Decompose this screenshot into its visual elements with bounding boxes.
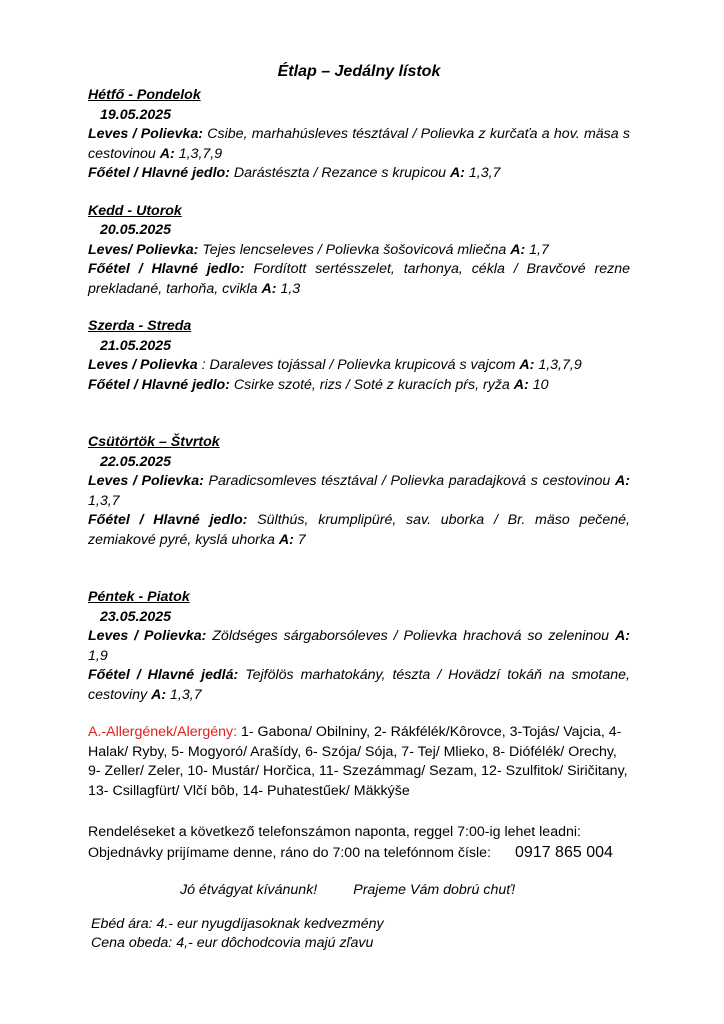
soup-text: Csibe, marhahúsleves tésztával / Polievka z kurčaťa a hov. mäsa s cestovinou bbox=[88, 126, 630, 162]
main-allergens: 1,3,7 bbox=[468, 165, 501, 181]
soup-allergen-label: A: bbox=[615, 473, 630, 489]
soup-label: Leves / Polievka: bbox=[88, 126, 203, 142]
day-name: Szerda - Streda bbox=[88, 318, 192, 334]
main-allergen-label: A: bbox=[151, 686, 167, 703]
day-date: 19.05.2025 bbox=[100, 106, 172, 123]
days-list bbox=[88, 86, 630, 705]
day-date: 23.05.2025 bbox=[100, 608, 172, 625]
day-block bbox=[88, 86, 630, 184]
day-date: 20.05.2025 bbox=[100, 222, 172, 238]
main-allergens: 7 bbox=[297, 531, 306, 548]
wish-hu: Jó étvágyat kívánunk! bbox=[180, 882, 318, 898]
wishes-line bbox=[88, 881, 630, 901]
main-label: Főétel / Hlavné jedlo: bbox=[88, 512, 248, 528]
phone-number: 0917 865 004 bbox=[515, 843, 613, 861]
order-line-sk-text: Objednávky prijímame denne, ráno do 7:00 na telefónnom čísle: bbox=[88, 844, 492, 861]
soup-label: Leves / Polievka: bbox=[88, 473, 204, 489]
main-allergens: 1,3,7 bbox=[170, 686, 202, 703]
main-allergens: 10 bbox=[532, 376, 549, 393]
soup-line bbox=[88, 125, 630, 164]
day-date: 21.05.2025 bbox=[100, 337, 172, 354]
main-line bbox=[88, 666, 630, 705]
soup-allergens: 1,7 bbox=[529, 241, 549, 258]
soup-text: Paradicsomleves tésztával / Polievka paradajková s cestovinou bbox=[208, 473, 611, 489]
soup-label: Leves / Polievka: bbox=[88, 628, 207, 644]
main-label: Főétel / Hlavné jedlo: bbox=[88, 261, 245, 277]
main-text: Fordított sertésszelet, tarhonya, cékla / Bravčové rezne prekladané, tarhoňa, cvikla bbox=[88, 261, 630, 297]
order-line-sk bbox=[88, 843, 630, 864]
main-text: Tejfölös marhatokány, tészta / Hovädzí tokáň na smotane, cestoviny bbox=[88, 667, 630, 703]
soup-allergens: 1,3,7,9 bbox=[178, 145, 223, 162]
menu-document bbox=[88, 62, 630, 954]
soup-allergens: 1,9 bbox=[88, 647, 108, 664]
soup-allergen-label: A: bbox=[159, 145, 175, 162]
soup-allergen-label: A: bbox=[519, 357, 535, 373]
soup-text: Zöldséges sárgaborsóleves / Polievka hrachová so zeleninou bbox=[212, 628, 610, 644]
allergen-text: 1- Gabona/ Obilniny, 2- Rákfélék/Kôrovce, 3-Tojás/ Vajcia, 4- Halak/ Ryby, 5- Mogyoró/ Arašídy, 6- Szója/ Sója, 7- Tej/ Mlieko, 8- Diófélék/ Orechy, 9- Zeller/ Zeler, 10- Mustár/ Horčica, 11- Szezámmag/ Sezam, 12- Szulfitok/ Siričitany, 13- Csillagfürt/ Vlčí bôb, 14- Puhatestűek/ Mäkkýše bbox=[88, 724, 628, 799]
main-line bbox=[88, 511, 630, 550]
soup-text: Tejes lencseleves / Polievka šošovicová mliečna bbox=[202, 241, 507, 258]
soup-line bbox=[88, 241, 630, 261]
soup-allergens: 1,3,7,9 bbox=[538, 357, 582, 373]
main-line bbox=[88, 376, 630, 396]
price-sk: Cena obeda: 4,- eur dôchodcovia majú zľavu bbox=[91, 935, 374, 951]
day-block bbox=[88, 202, 630, 300]
day-name: Kedd - Utorok bbox=[88, 202, 182, 219]
day-block bbox=[88, 588, 630, 705]
soup-allergen-label: A: bbox=[615, 628, 630, 644]
soup-allergen-label: A: bbox=[510, 241, 526, 258]
main-text: Sülthús, krumplipüré, sav. uborka / Br. mäso pečené, zemiakové pyré, kyslá uhorka bbox=[88, 512, 630, 548]
main-allergen-label: A: bbox=[513, 376, 529, 393]
main-label: Főétel / Hlavné jedlo: bbox=[88, 165, 230, 181]
soup-line bbox=[88, 356, 630, 376]
soup-line bbox=[88, 472, 630, 511]
main-line bbox=[88, 260, 630, 299]
soup-label: Leves / Polievka bbox=[88, 357, 198, 373]
main-text: Darástészta / Rezance s krupicou bbox=[233, 165, 446, 181]
day-block bbox=[88, 317, 630, 395]
day-name: Péntek - Piatok bbox=[88, 589, 190, 605]
main-text: Csirke szoté, rizs / Soté z kuracích pŕs, ryža bbox=[233, 376, 510, 393]
soup-text: : Daraleves tojással / Polievka krupicová s vajcom bbox=[201, 357, 516, 373]
soup-allergens: 1,3,7 bbox=[88, 492, 120, 509]
soup-label: Leves/ Polievka: bbox=[88, 241, 199, 258]
wish-sk: Prajeme Vám dobrú chuť! bbox=[353, 882, 516, 898]
main-label: Főétel / Hlavné jedlá: bbox=[88, 667, 239, 683]
main-allergens: 1,3 bbox=[280, 280, 301, 297]
day-date: 22.05.2025 bbox=[100, 453, 172, 470]
main-label: Főétel / Hlavné jedlo: bbox=[88, 376, 230, 393]
soup-line bbox=[88, 627, 630, 666]
price-hu: Ebéd ára: 4.- eur nyugdíjasoknak kedvezmény bbox=[91, 915, 384, 932]
main-line bbox=[88, 164, 630, 184]
allergen-label: A.-Allergének/Alergény: bbox=[88, 724, 238, 740]
allergen-legend bbox=[88, 723, 630, 801]
day-name: Hétfő - Pondelok bbox=[88, 87, 201, 103]
day-name: Csütörtök – Štvrtok bbox=[88, 434, 220, 450]
main-allergen-label: A: bbox=[278, 531, 294, 548]
main-allergen-label: A: bbox=[449, 165, 465, 181]
page-title: Étlap – Jedálny lístok bbox=[277, 63, 441, 80]
main-allergen-label: A: bbox=[261, 280, 277, 297]
day-block bbox=[88, 433, 630, 550]
order-line-hu: Rendeléseket a következő telefonszámon naponta, reggel 7:00-ig lehet leadni: bbox=[88, 824, 581, 840]
